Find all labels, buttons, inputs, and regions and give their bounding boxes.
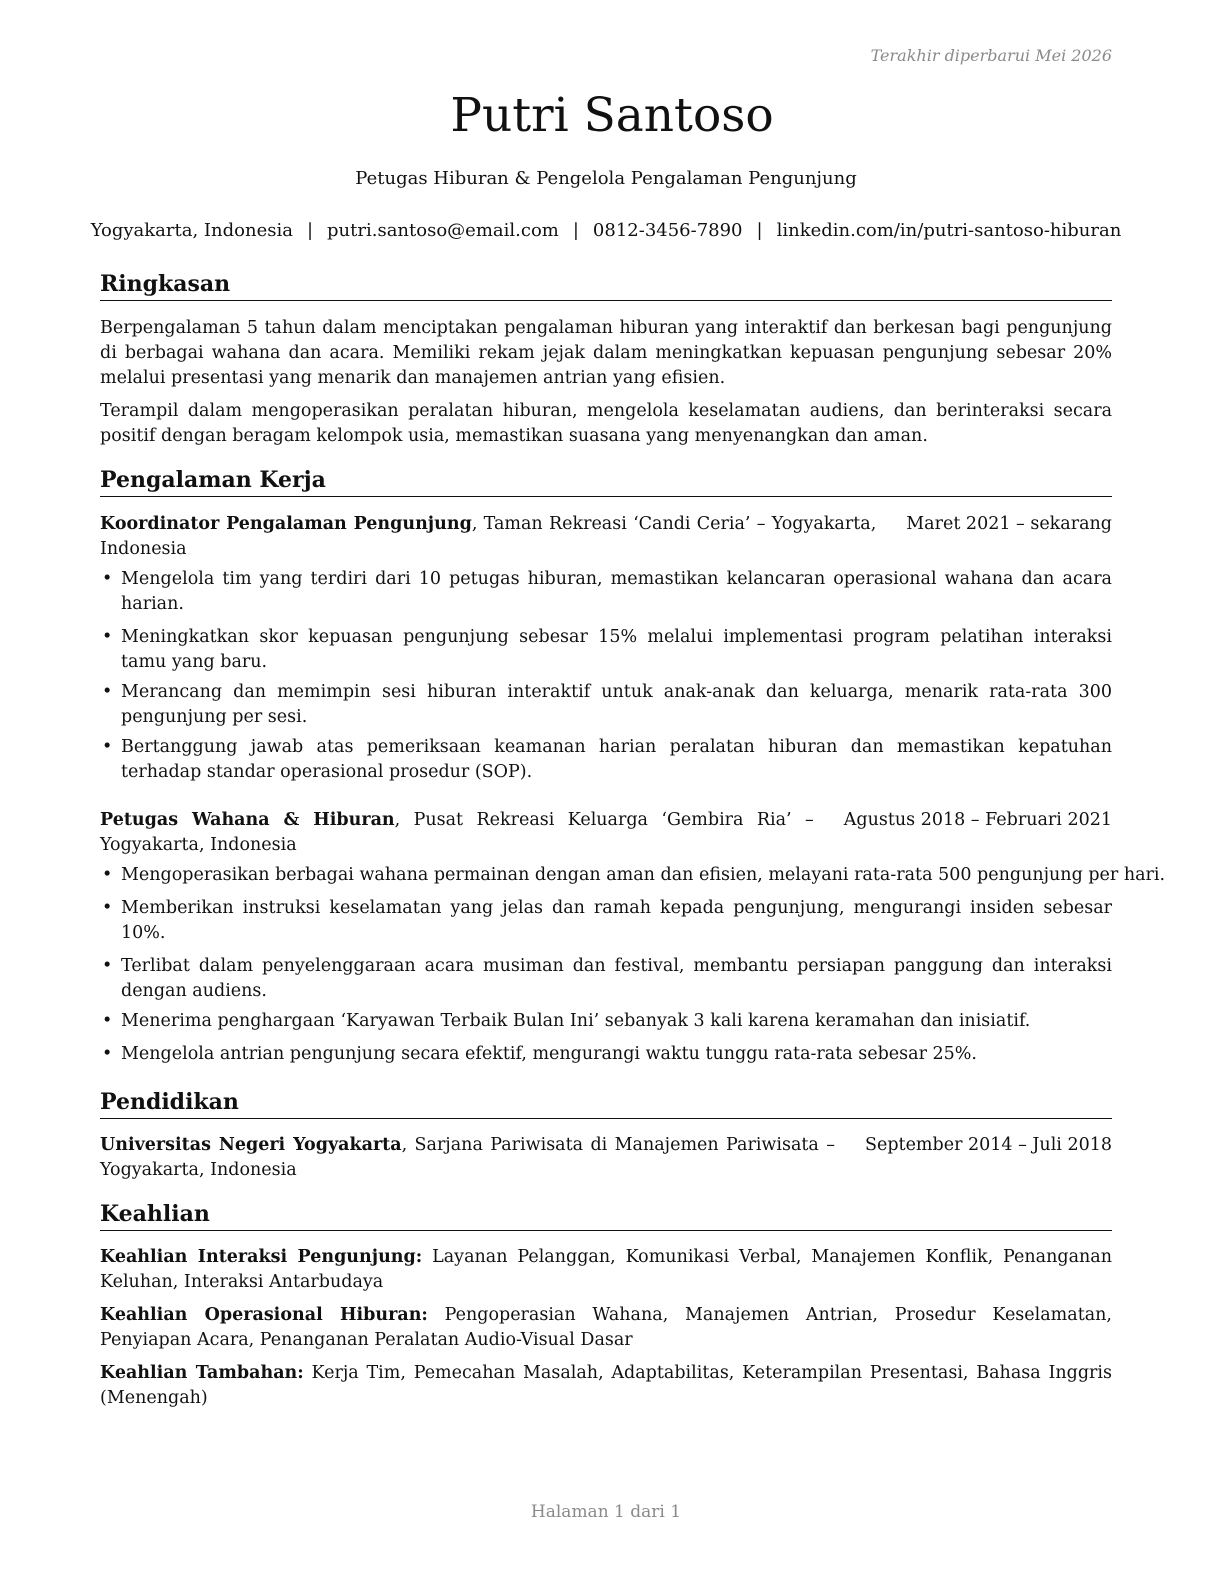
contact-phone: 0812-3456-7890: [592, 220, 743, 241]
skill-group-items: Layanan Pelanggan, Komunikasi Verbal, Manajemen Konflik, Penanganan Keluhan, Interaksi Antarbudaya: [100, 1247, 1112, 1292]
job-bullet: • Merancang dan memimpin sesi hiburan interaktif untuk anak-anak dan keluarga, menarik rata-rata 300 pengunjung per sesi.: [100, 680, 1112, 730]
job-bullet: • Mengelola antrian pengunjung secara efektif, mengurangi waktu tunggu rata-rata sebesar 25%.: [100, 1042, 1112, 1067]
job-bullet: • Mengelola tim yang terdiri dari 10 petugas hiburan, memastikan kelancaran operasional wahana dan acara harian.: [100, 567, 1112, 617]
job-bullet: • Terlibat dalam penyelenggaraan acara musiman dan festival, membantu persiapan panggung dan interaksi dengan audiens.: [100, 954, 1112, 1004]
skill-group-label: Keahlian Operasional Hiburan:: [100, 1305, 428, 1325]
section-heading-education: Pendidikan: [100, 1088, 1112, 1119]
job-dates: Maret 2021 – sekarang: [906, 514, 1112, 534]
job-org: , Pusat Rekreasi Keluarga ‘Gembira Ria’ – Yogyakarta, Indonesia: [100, 810, 814, 855]
summary-paragraph: Terampil dalam mengoperasikan peralatan hiburan, mengelola keselamatan audiens, dan berinteraksi secara positif dengan beragam kelompok usia, memastikan suasana yang menyenangkan dan aman.: [100, 401, 1112, 446]
contact-linkedin[interactable]: linkedin.com/in/putri-santoso-hiburan: [776, 220, 1122, 241]
job-bullets: [100, 863, 1166, 1067]
candidate-name: Putri Santoso: [450, 88, 774, 143]
contact-location: Yogyakarta, Indonesia: [90, 220, 293, 241]
summary-section: [100, 270, 1112, 449]
job-header: [100, 808, 1112, 858]
section-heading-experience: Pengalaman Kerja: [100, 466, 1112, 497]
skills-section: [100, 1200, 1112, 1411]
last-updated: Terakhir diperbarui Mei 2026: [870, 46, 1112, 65]
summary-paragraph: Berpengalaman 5 tahun dalam menciptakan pengalaman hiburan yang interaktif dan berkesan bagi pengunjung di berbagai wahana dan acara. Memiliki rekam jejak dalam meningkatkan kepuasan pengunjung sebesar 20% melalui presentasi yang menarik dan manajemen antrian yang efisien.: [100, 318, 1112, 388]
skill-group-label: Keahlian Interaksi Pengunjung:: [100, 1247, 423, 1267]
job-org: , Taman Rekreasi ‘Candi Ceria’ – Yogyakarta, Indonesia: [100, 514, 877, 559]
job-bullet: • Mengoperasikan berbagai wahana permainan dengan aman dan efisien, melayani rata-rata 500 pengunjung per hari.: [100, 863, 1112, 888]
job-bullets: [100, 567, 1112, 785]
education-degree: , Sarjana Pariwisata di Manajemen Pariwisata – Yogyakarta, Indonesia: [100, 1135, 835, 1180]
skill-group-items: Pengoperasian Wahana, Manajemen Antrian, Prosedur Keselamatan, Penyiapan Acara, Penanganan Peralatan Audio-Visual Dasar: [100, 1305, 1112, 1350]
education-school: Universitas Negeri Yogyakarta: [100, 1135, 402, 1155]
education-section: [100, 1088, 1112, 1183]
experience-section: [100, 466, 1166, 1067]
job-bullet: • Memberikan instruksi keselamatan yang jelas dan ramah kepada pengunjung, mengurangi insiden sebesar 10%.: [100, 896, 1112, 946]
contact-separator: |: [572, 220, 579, 241]
education-dates: September 2014 – Juli 2018: [864, 1135, 1112, 1155]
skill-group: [100, 1361, 1112, 1411]
skill-group-items: Kerja Tim, Pemecahan Masalah, Adaptabilitas, Keterampilan Presentasi, Bahasa Inggris (Menengah): [100, 1363, 1112, 1408]
job-entry: [100, 512, 1112, 785]
skill-group: [100, 1303, 1112, 1353]
resume-body: [100, 270, 1166, 1411]
skill-group: [100, 1245, 1112, 1295]
section-heading-summary: Ringkasan: [100, 270, 1112, 301]
job-header: [100, 512, 1112, 562]
job-role: Petugas Wahana & Hiburan: [100, 810, 395, 830]
job-entry: [100, 808, 1166, 1067]
contact-email[interactable]: putri.santoso@email.com: [327, 220, 559, 241]
section-heading-skills: Keahlian: [100, 1200, 1112, 1231]
contact-line: [0, 220, 1212, 241]
contact-separator: |: [756, 220, 763, 241]
job-bullet: • Bertanggung jawab atas pemeriksaan keamanan harian peralatan hiburan dan memastikan kepatuhan terhadap standar operasional prosedur (SOP).: [100, 735, 1112, 785]
page-number: Halaman 1 dari 1: [530, 1502, 682, 1522]
job-role: Koordinator Pengalaman Pengunjung: [100, 514, 472, 534]
job-bullet: • Menerima penghargaan ‘Karyawan Terbaik Bulan Ini’ sebanyak 3 kali karena keramahan dan inisiatif.: [100, 1009, 1112, 1034]
candidate-title: Petugas Hiburan & Pengelola Pengalaman Pengunjung: [355, 168, 857, 189]
contact-separator: |: [306, 220, 314, 241]
skill-group-label: Keahlian Tambahan:: [100, 1363, 304, 1383]
job-dates: Agustus 2018 – Februari 2021: [843, 810, 1112, 830]
job-bullet: • Meningkatkan skor kepuasan pengunjung sebesar 15% melalui implementasi program pelatihan interaksi tamu yang baru.: [100, 625, 1112, 675]
education-entry: [100, 1133, 1112, 1183]
